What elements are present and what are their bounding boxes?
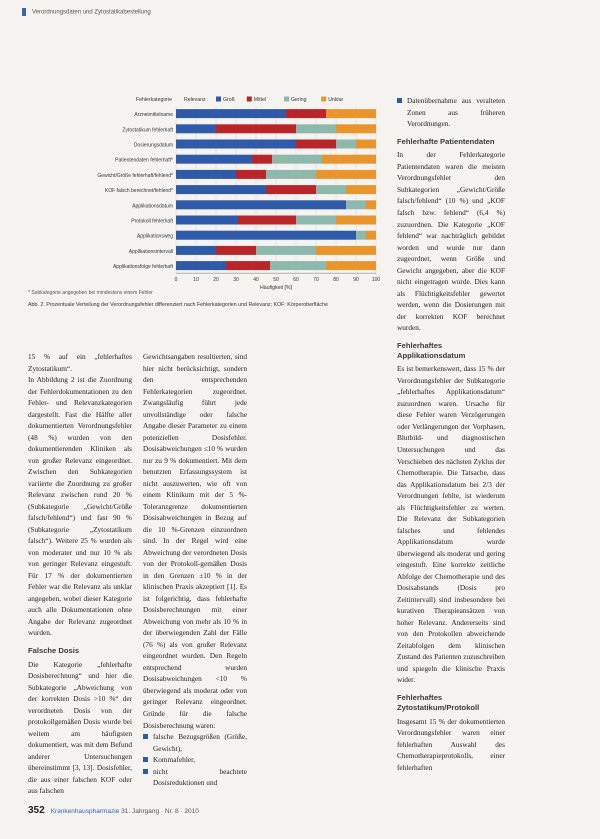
bar-segment [326,109,376,118]
bar-segment [176,246,216,255]
x-tick-label: 90 [353,277,359,284]
section-heading: Falsche Dosis [28,645,80,655]
issue-info: 31. Jahrgang · Nr. 8 · 2010 [121,808,199,815]
bar-segment [346,185,376,194]
category-label: Gewicht/Größe fehlerhaft/fehlend* [97,172,173,179]
bar-segment [176,231,356,240]
figure-caption: Abb. 2. Prozentuale Verteilung der Verordnungsfehler differenziert nach Fehlerkategorien und Relevanz; KOF: Körperoberfläche [28,302,328,308]
bar-segment [266,170,316,179]
paragraph: In der Fehlerkategorie Patientendaten waren die meisten Verordnungsfehler den Subkategorien „Gewicht/Größe falsch/fehlend“ (10 %) und „KOF falsch bzw. fehlend“ (6,4 %) zuzuordnen. Die Kategorie „KOF fehlend“ war nachträglich gebildet worden und wurde nur dann zugeordnet, wenn Größe und Gewicht angegeben, aber die KOF nicht eingetragen wurde. Dies kann als Flüchtigkeitsfehler gewertet werden, wenn die Dosierungen mit der korrekten KOF berechnet wurden. [397,150,505,333]
chart-title: Fehlerkategorie [135,97,172,103]
bar-segment [216,246,256,255]
bar-segment [286,109,326,118]
legend-label: Unklar [328,97,344,103]
legend-swatch [247,97,252,102]
bar-segment [296,140,336,149]
bar-segment [176,200,346,209]
bar-segment [216,124,296,133]
bar-segment [356,231,366,240]
list-item: falsche Bezugsgrößen (Größe, Gewicht), [143,731,247,754]
text-column-1 [28,351,132,797]
text-column-3 [397,95,505,773]
bar-segment [236,170,266,179]
list-item: Kommafehler, [143,754,247,766]
bar-segment [326,261,376,270]
bar-segment [296,216,336,225]
category-label: KOF falsch berechnet/fehlend* [104,188,173,195]
page-footer [28,805,199,816]
section-heading: Fehlerhafte Patientendaten [397,136,495,146]
page-number: 352 [28,805,45,816]
journal-name: Krankenhauspharmazie [50,808,120,815]
legend-swatch [216,97,221,102]
running-head [22,8,582,16]
bar-segment [316,170,376,179]
category-label: Zytostatikum fehlerhaft [122,127,173,134]
paragraph: 15 % auf ein „fehlerhaftes Zytostatikum“. [28,352,132,373]
bar-segment [176,185,266,194]
x-axis-label: Häufigkeit [%] [259,285,293,292]
bar-segment [272,155,322,164]
x-tick-label: 0 [174,277,178,284]
paragraph: Insgesamt 15 % der dokumentierten Verordnungsfehler waren einer fehlerhaften Auswahl des Chemotherapieprotokolls, einer fehlerhaften [397,716,505,772]
bar-segment [238,216,296,225]
bar-segment [336,216,376,225]
bar-segment [366,200,376,209]
paragraph: Gewichtsangaben resultierten, sind hier nicht berücksichtigt, sondern den entsprechenden Fehlerkategorien zugeordnet. Zwangsläufig führt jede unvollständige oder falsche Angabe dieser Parameter zu einem potenziellen Dosisfehler. Dosisabweichungen ≤10 % wurden nur zu 9 % dokumentiert. Mit dem benutzten Erfassungssystem ist nicht auszuwerten, wie oft von einem Klinikum mit der 5 %-Toleranzgrenze dokumentierten Dosisabweichungen in Bezug auf die 10 %-Grenzen einzuordnen sind. In der Regel wird eine Abweichung der verordneten Dosis von der Protokoll-gemäßen Dosis in den Grenzen ±10 % in der klinischen Praxis akzeptiert [1]. Es ist folgerichtig, dass fehlerhafte Dosisberechnungen mit einer Abweichung von mehr als 10 % in der überwiegenden Zahl der Fälle (76 %) als von großer Relevanz eingeordnet wurden. Den Regeln entsprechend wurden Dosisabweichungen <10 % überwiegend als moderat oder von geringer Relevanz eingeordnet. Gründe für die falsche Dosisberechnung waren: [143,352,247,730]
legend-swatch [284,97,289,102]
stacked-bar-chart [28,92,383,292]
category-label: Arzneimittelname [134,112,173,119]
bar-segment [176,170,236,179]
bar-segment [266,185,316,194]
section-heading: Fehlerhaftes Applikationsdatum [397,340,466,360]
category-label: Protokoll fehlerhaft [131,218,173,225]
running-head-marker [22,8,26,16]
bar-segment [256,246,316,255]
x-tick-label: 30 [233,277,239,284]
bar-segment [336,140,356,149]
legend-swatch [321,97,326,102]
x-tick-label: 100 [371,277,381,284]
bar-segment [366,231,376,240]
text-column-2 [143,351,247,789]
bar-segment [176,216,238,225]
category-label: Applikationsintervall [128,248,173,255]
bar-segment [346,200,366,209]
legend-label: Groß [223,97,235,103]
running-head-text: Verordnungsdaten und Zytostatikabestellung [32,9,151,16]
paragraph: In Abbildung 2 ist die Zuordnung der Fehlerdokumentationen zu den Fehler- und Relevanzkategorien dargestellt. Fast die Hälfte aller dokumentierten Verordnungsfehler (48 %) wurden von den dokumentierenden Kliniken als von großer Relevanz eingeordnet. Zwischen den Subkategorien variierte die Zuordnung zu großer Relevanz zwischen rund 20 % (Subkategorie „Gewicht/Größe falsch/fehlend“) und fast 90 % (Subkategorie „Zytostatikum falsch“). Weitere 25 % wurden als von moderater und nur 10 % als von geringer Relevanz eingestuft. Für 17 % der dokumentierten Fehler war die Relevanz als unklar angegeben, wobei dieser Kategorie auch alle Dokumentationen ohne Angabe der Relevanz zugeordnet wurden. [28,375,132,638]
bar-segment [176,109,286,118]
bar-segment [176,124,216,133]
bar-segment [176,155,252,164]
x-tick-label: 50 [273,277,279,284]
figure-footnote: * Subkategorie angegeben bei mindestens einem Fehler [28,290,153,296]
x-tick-label: 80 [333,277,339,284]
bar-segment [336,124,376,133]
x-tick-label: 60 [293,277,299,284]
x-tick-label: 20 [213,277,219,284]
paragraph: Die Kategorie „fehlerhafte Dosisberechnung“ und hier die Subkategorie „Abweichung von der korrekten Dosis >10 %“ der verordneten Dosis von der protokollgemäßen Dosis wurde bei weitem am häufigsten dokumentiert, was mit dem Befund anderer Untersuchungen übereinstimmt [3, 13]. Dosisfehler, die aus einer falschen KOF oder aus falschen [28,659,132,796]
bullet-list [143,731,247,789]
legend-label: Mittel [253,97,267,103]
bar-segment [270,261,326,270]
category-label: Applikationsdatum [132,203,173,210]
legend-title: Relevanz [184,97,206,103]
x-tick-label: 70 [313,277,319,284]
category-label: Dosierungsdatum [133,142,173,149]
section-heading: Fehlerhaftes Zytostatikum/Protokoll [397,692,480,712]
bar-segment [176,140,296,149]
x-tick-label: 40 [253,277,259,284]
bar-segment [316,246,376,255]
bar-segment [356,140,376,149]
bar-segment [252,155,272,164]
x-tick-label: 10 [193,277,199,284]
bar-segment [316,185,346,194]
legend-label: Gering [291,97,307,103]
bar-segment [296,124,336,133]
bar-segment [226,261,270,270]
figure [28,92,383,322]
category-label: Patientendaten fehlerhaft* [115,157,173,164]
category-label: Applikationsfolge fehlerhaft [112,264,173,271]
list-item: Datenübernahme aus veralteten Zonen aus früheren Verordnungen. [397,95,505,130]
bullet-list [397,95,505,130]
list-item: nicht beachtete Dosisreduktionen und [143,766,247,789]
bar-segment [322,155,376,164]
category-label: Applikationsweg [136,233,173,240]
paragraph: Es ist bemerkenswert, dass 15 % der Verordnungsfehler der Subkategorie „fehlerhaftes Applikationsdatum“ zuzuordnen waren. Ursache für diese Fehler waren Verzögerungen oder Verlängerungen der Vorphasen, Blutbild- und diagnostischen Untersuchungen und das Verschieben des nächsten Zyklus der Chemotherapie. Die Tatsache, dass das Applikationsdatum bei 2/3 der Verordnungen fehlte, ist wiederum als Flüchtigkeitsfehler zu werten. Die Relevanz der Subkategorien falsches und fehlendes Applikationsdatum wurde überwiegend als moderat und gering eingestuft. Eine korrekte zeitliche Abfolge der Chemotherapie und des Dosisabstands (Dosis pro Zeitintervall) sind insbesondere bei kurativen Therapieansätzen von hoher Relevanz. Andererseits sind von den Protokollen abweichende Zeitabfolgen dem klinischen Zustand des Patienten zuzuschreiben und spiegeln die klinische Praxis wider. [397,364,505,685]
bar-segment [176,261,226,270]
